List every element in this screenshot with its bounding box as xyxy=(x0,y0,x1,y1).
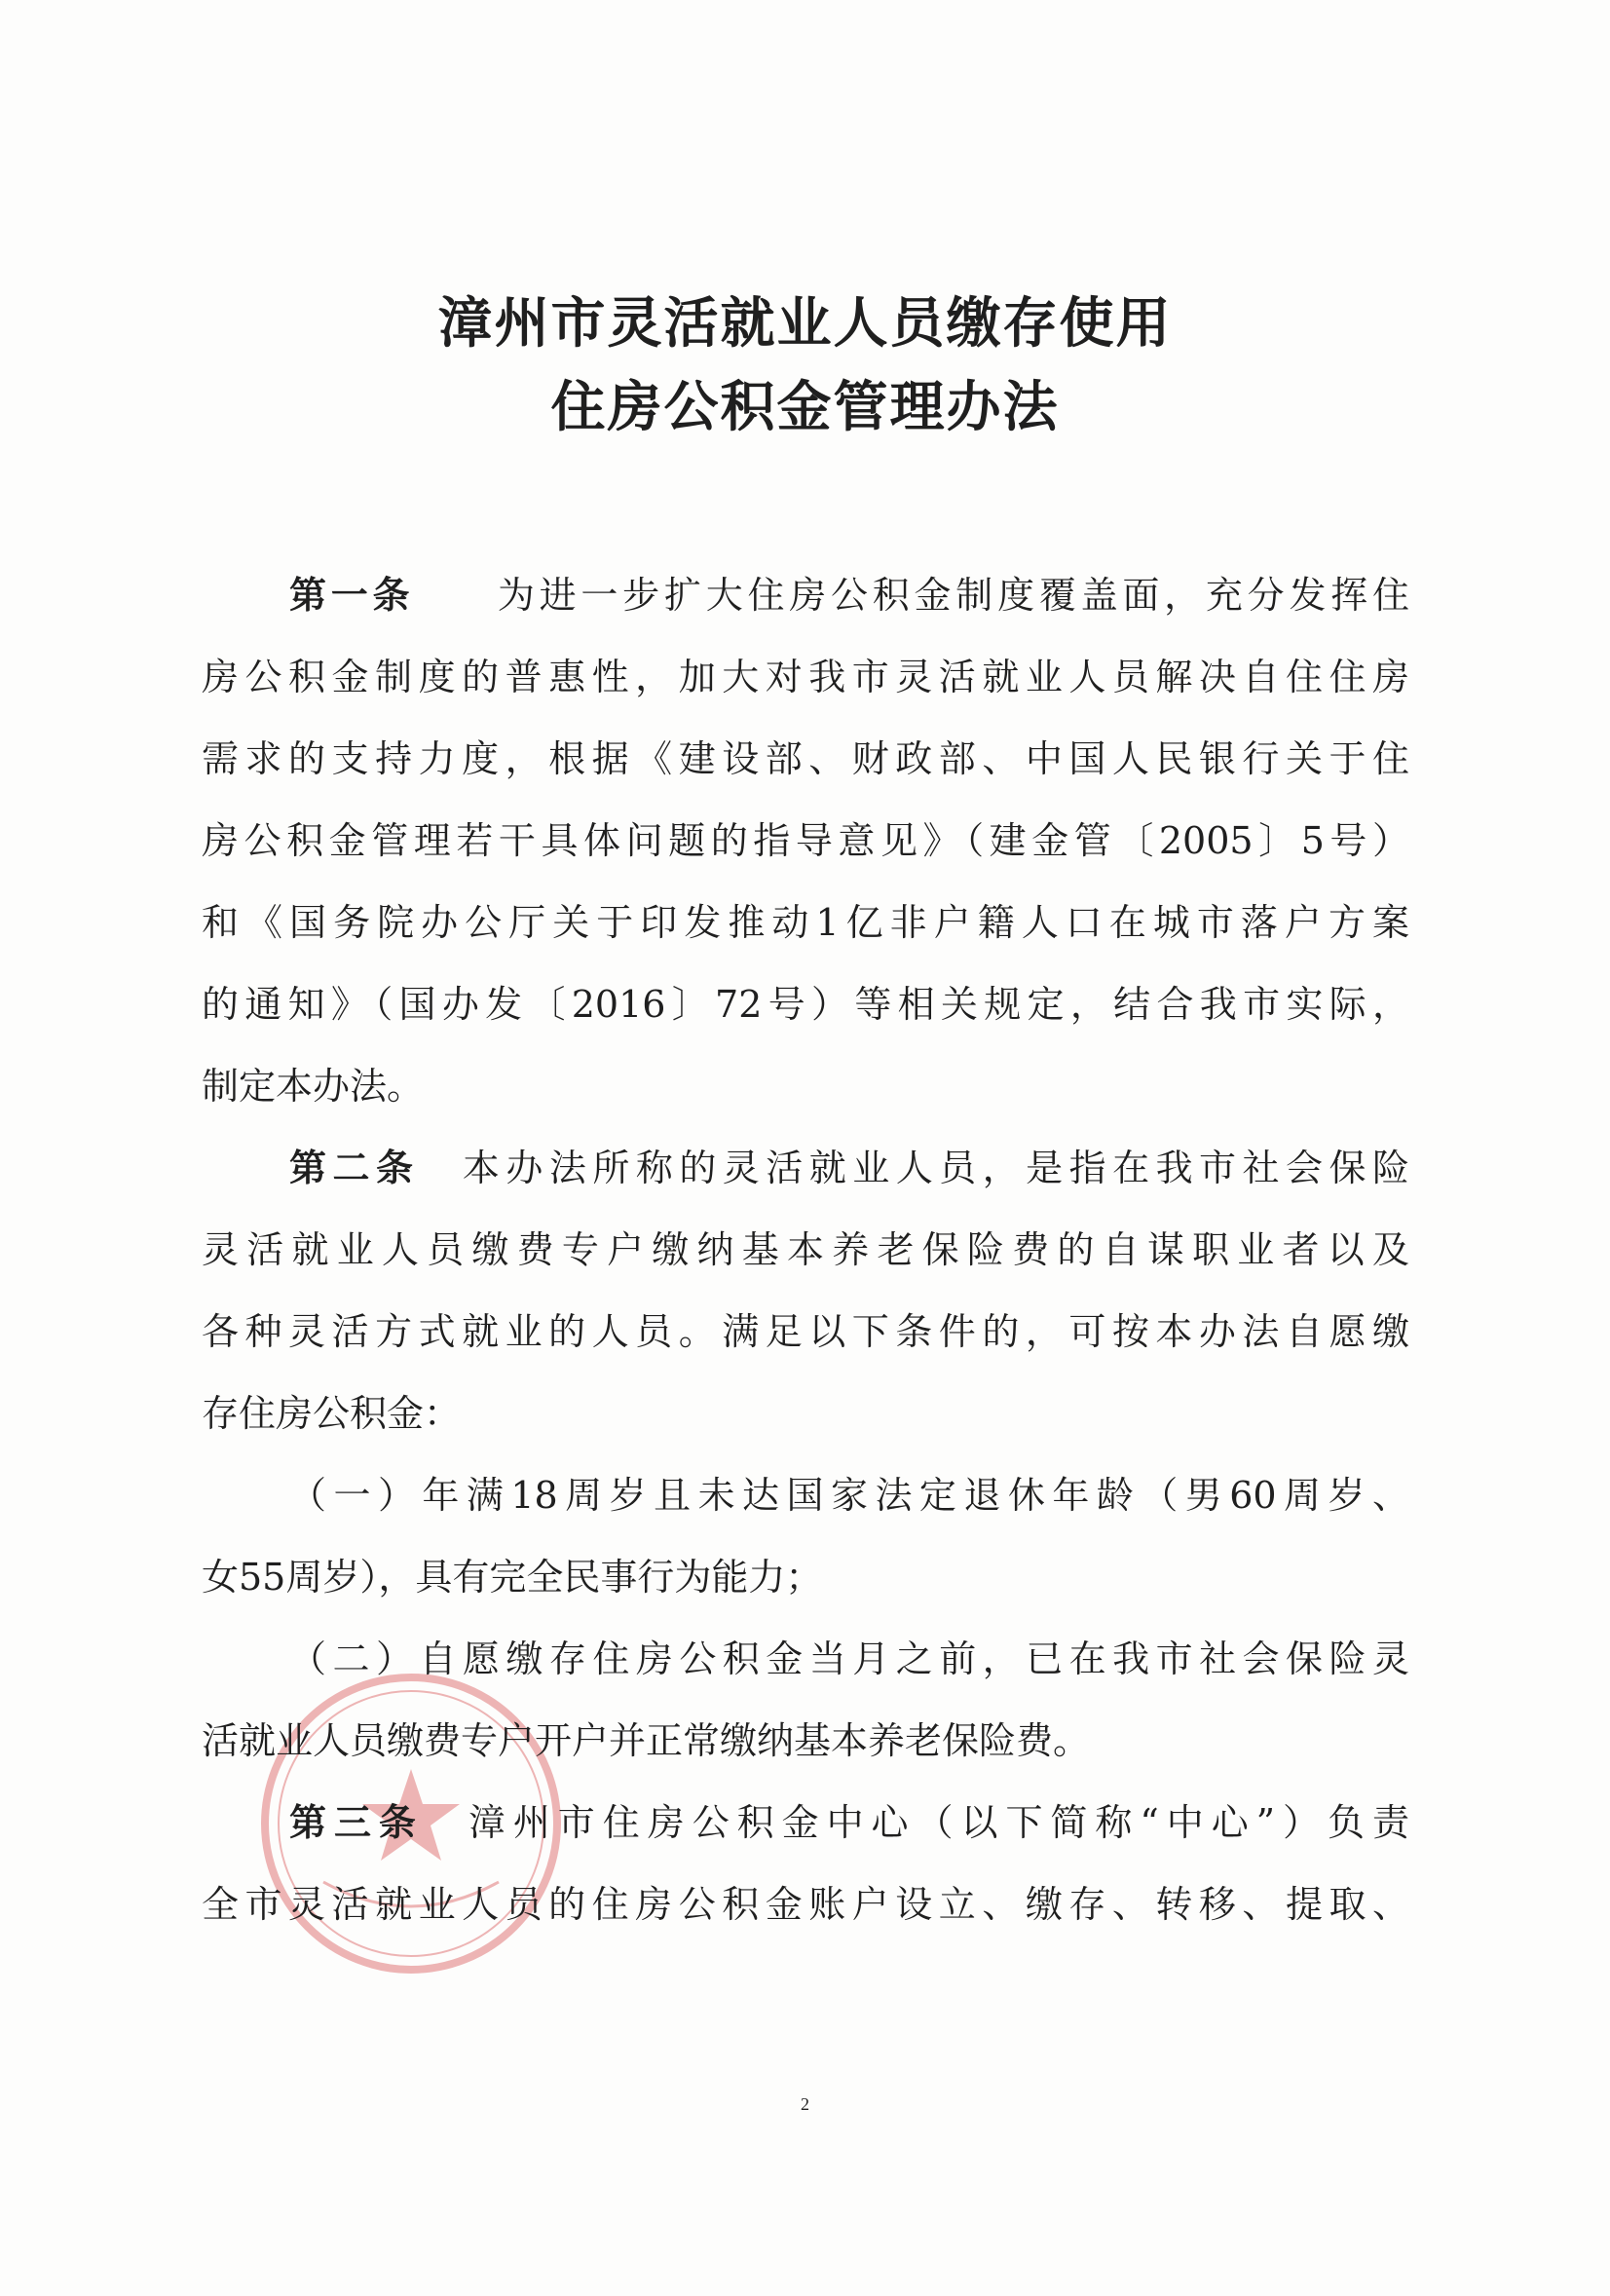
paragraph-line: 各种灵活方式就业的人员。满足以下条件的，可按本办法自愿缴 xyxy=(202,1310,1409,1353)
paragraph-line: 房公积金管理若干具体问题的指导意见》（建金管〔2005〕5号） xyxy=(202,819,1409,862)
paragraph-line xyxy=(289,1782,1409,1863)
paragraph-line: 房公积金制度的普惠性，加大对我市灵活就业人员解决自住住房 xyxy=(202,656,1409,698)
paragraph-line: 灵活就业人员缴费专户缴纳基本养老保险费的自谋职业者以及 xyxy=(202,1228,1409,1271)
paragraph-line: 需求的支持力度，根据《建设部、财政部、中国人民银行关于住 xyxy=(202,737,1409,780)
article-text: 本办法所称的灵活就业人员，是指在我市社会保险 xyxy=(462,1147,1409,1189)
paragraph-line: 活就业人员缴费专户开户并正常缴纳基本养老保险费。 xyxy=(202,1719,1091,1762)
paragraph-line: （一）年满18周岁且未达国家法定退休年龄（男60周岁、 xyxy=(289,1474,1409,1517)
paragraph-line xyxy=(289,1127,1409,1209)
article-text: 为进一步扩大住房公积金制度覆盖面，充分发挥住 xyxy=(497,574,1409,617)
paragraph-line: 和《国务院办公厅关于印发推动1亿非户籍人口在城市落户方案 xyxy=(202,901,1409,944)
article-label: 第二条 xyxy=(289,1146,420,1189)
article-text: 漳州市住房公积金中心（以下简称“中心”）负责 xyxy=(468,1801,1409,1844)
document-title-line-2: 住房公积金管理办法 xyxy=(550,375,1060,439)
paragraph-line: （二）自愿缴存住房公积金当月之前，已在我市社会保险灵 xyxy=(289,1637,1409,1680)
page-number: 2 xyxy=(801,2094,809,2114)
article-label: 第一条 xyxy=(289,573,415,617)
paragraph-line: 存住房公积金： xyxy=(202,1392,462,1435)
paragraph-line: 的通知》（国办发〔2016〕72号）等相关规定，结合我市实际， xyxy=(202,983,1409,1026)
document-title-line-1: 漳州市灵活就业人员缴存使用 xyxy=(437,291,1173,356)
article-label: 第三条 xyxy=(289,1800,424,1844)
paragraph-line: 全市灵活就业人员的住房公积金账户设立、缴存、转移、提取、 xyxy=(202,1883,1409,1926)
paragraph-line: 女55周岁），具有完全民事行为能力； xyxy=(202,1556,823,1599)
paragraph-line xyxy=(289,554,1409,636)
paragraph-line: 制定本办法。 xyxy=(202,1065,425,1108)
